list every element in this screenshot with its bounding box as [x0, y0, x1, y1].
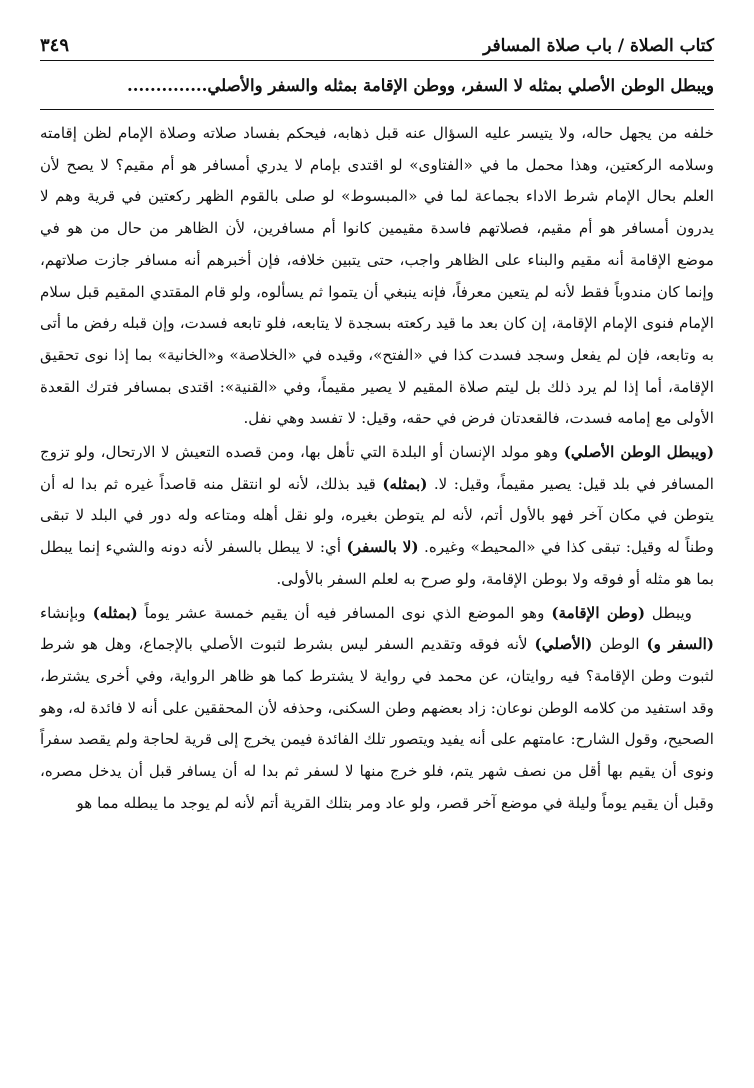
commentary-text: ويبطل: [645, 603, 693, 622]
bold-matn-quote: (السفر و): [646, 635, 714, 654]
matn-text: ويبطل الوطن الأصلي بمثله لا السفر، ووطن الإقامة بمثله والسفر والأصلي..............: [127, 76, 714, 95]
commentary-text: لأنه فوقه وتقديم السفر ليس بشرط لثبوت الأصلي بالإجماع، وهل هو شرط لثبوت وطن الإقامة؟ فيه روايتان، عن محمد في رواية لا يشترط كما هو ظاهر الرواية، وفي أخرى يشترط، وقد استفيد من كلامه الوطن نوعان: زاد بعضهم وطن السكنى، وحذفه لأن المحققين على أنه لا فائدة له، وهو الصحيح، وقول الشارح: عامتهم على أنه يفيد ويتصور تلك الفائدة فيمن يخرج إلى قرية لحاجة ولم يقصد سفراً ونوى أن يقيم بها أقل من نصف شهر يتم، فلو خرج منها لا لسفر ثم بدا له أن يسافر قبل أن يدخل مصره، وقبل أن يقيم يوماً وليلة في موضع آخر قصر، ولو عاد ومر بتلك القرية أتم لأنه لم يوجد ما يبطله مما هو: [40, 635, 714, 812]
commentary-paragraph-2: [40, 437, 714, 596]
running-header: [40, 30, 714, 61]
bold-matn-quote: (ويبطل الوطن الأصلي): [563, 443, 715, 462]
bold-matn-quote: (بمثله): [92, 603, 138, 622]
commentary-text: قيد بذلك، لأنه لو انتقل منه قاصداً غيره ثم بدا له أن يتوطن في مكان آخر فهو بالأول أتم، لأنه لم يتوطن بغيره، ولو نقل أهله ومتاعه وله دور في البلد لا تبقى وطناً له وقيل: تبقى كذا في «المحيط» وغيره.: [40, 474, 714, 557]
bold-matn-quote: (الأصلي): [534, 635, 593, 654]
running-header-title: كتاب الصلاة / باب صلاة المسافر: [483, 36, 714, 56]
commentary-text: أي: لا يبطل بالسفر لأنه دونه والشيء إنما يبطل بما هو مثله أو فوقه ولا بوطن الإقامة، ولو صرح به لعلم السفر بالأولى.: [40, 538, 714, 588]
commentary-paragraph-3: [40, 598, 714, 820]
commentary-text: الوطن: [592, 635, 647, 654]
commentary-text: وهو الموضع الذي نوى المسافر فيه أن يقيم خمسة عشر يوماً: [137, 603, 552, 622]
commentary-text: وهو مولد الإنسان أو البلدة التي تأهل بها، ومن قصده التعيش لا الارتحال، ولو تزوج المسافر في بلد قيل: يصير مقيماً، وقيل: لا.: [40, 443, 714, 493]
bold-matn-quote: (بمثله): [382, 474, 428, 493]
commentary-paragraph-1: خلفه من يجهل حاله، ولا يتيسر عليه السؤال عنه قبل ذهابه، فيحكم بفساد صلاته وصلاة الإمام لظن إقامته وسلامه الركعتين، وهذا محمل ما في «الفتاوى» لو اقتدى بإمام لا يدري أمسافر هو أم مقيم؟ لا يصح لأن العلم بحال الإمام شرط الاداء بجماعة لما في «المبسوط» لو صلى بالقوم الظهر ركعتين في قرية وهم لا يدرون أمسافر هو أم مقيم، فصلاتهم فاسدة مقيمين كانوا أم مسافرين، لأن الظاهر من حال من هو في موضع الإقامة أنه مقيم والبناء على الظاهر واجب، حتى يتبين خلافه، فإن أخبرهم أنه مسافر جازت صلاتهم، وإنما كان مندوباً فقط لأنه لم يتعين معرفاً، فإنه ينبغي أن يتموا ثم يسألوه، ولو قام المقتدي المقيم قبل سلام الإمام فنوى الإمام الإقامة، إن كان بعد ما قيد ركعته بسجدة لا يتابعه، فلو تابعه فسدت، وإن قبله رفض ما أتى به وتابعه، فإن لم يفعل وسجد فسدت كذا في «الفتح»، وقيده في «الخلاصة» و«الخانية» بما إذا نوى تحقيق الإقامة، أما إذا لم يرد ذلك بل ليتم صلاة المقيم لا يصير مقيماً، وفي «القنية»: اقتدى بمسافر فترك القعدة الأولى مع إمامه فسدت، فالقعدتان فرض في حقه، وقيل: لا تفسد وهي نفل.: [40, 124, 714, 428]
separator-rule: [40, 109, 714, 110]
page-number: ٣٤٩: [40, 35, 70, 56]
bold-matn-quote: (وطن الإقامة): [551, 603, 646, 622]
commentary-text: وبإنشاء: [40, 603, 93, 622]
bold-matn-quote: (لا بالسفر): [346, 538, 419, 557]
